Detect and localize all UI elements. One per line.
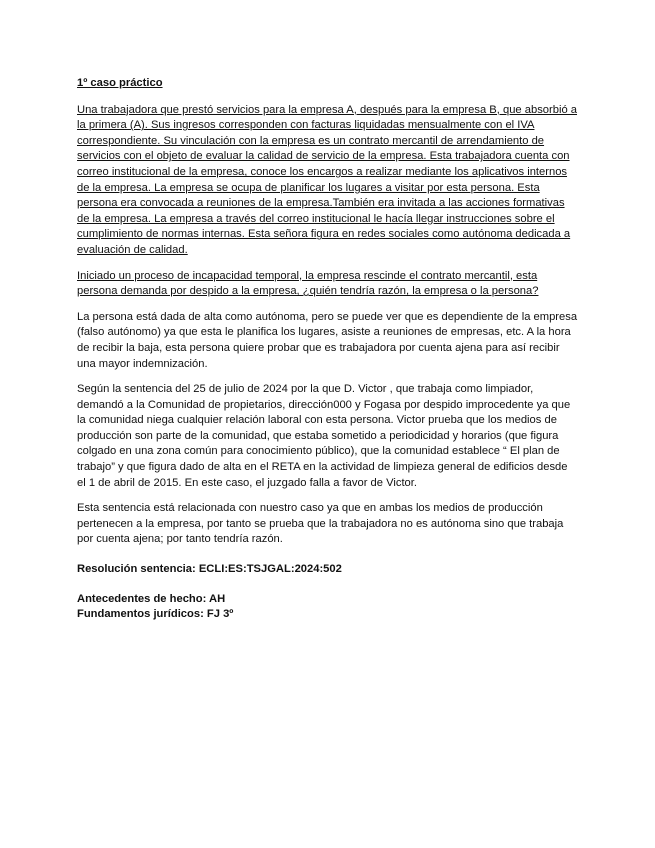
antecedentes-reference: Antecedentes de hecho: AH (77, 592, 226, 605)
document-title: 1º caso práctico (77, 77, 163, 89)
document-page (77, 76, 579, 623)
answer-paragraph: La persona está dada de alta como autónoma, pero se puede ver que es dependiente de la empresa (falso autónomo) ya que esta le planifica los lugares, asiste a reuniones de empresas, etc. A la hora de recibir la baja, esta persona quiere probar que es trabajadora por cuenta ajena para así recibir una mayor indemnización. (77, 310, 578, 370)
resolution-reference: Resolución sentencia: ECLI:ES:TSJGAL:2024:502 (77, 563, 342, 576)
case-question-paragraph: Iniciado un proceso de incapacidad temporal, la empresa rescinde el contrato mercantil, esta persona demanda por despido a la empresa, ¿quién tendría razón, la empresa o la persona? (77, 269, 539, 298)
fundamentos-reference: Fundamentos jurídicos: FJ 3º (77, 608, 234, 621)
conclusion-paragraph: Esta sentencia está relacionada con nuestro caso ya que en ambas los medios de producción pertenecen a la empresa, por tanto se prueba que la trabajadora no es autónoma sino que trabaja por cuenta ajena; por tanto tendría razón. (77, 502, 564, 546)
sentence-summary-paragraph: Según la sentencia del 25 de julio de 2024 por la que D. Victor , que trabaja como limpiador, demandó a la Comunidad de propietarios, dirección000 y Fogasa por despido improcedente ya que la comunidad niega cualquier relación laboral con esta persona. Victor prueba que los medios de producción son parte de la comunidad, que estaba sometido a periodicidad y horarios (que figura colgado en una zona común para conocimiento público), que la comunidad establece “ El plan de trabajo” y que figura dado de alta en el RETA en la actividad de limpieza general de edificios desde el 1 de abril de 2015. En este caso, el juzgado falla a favor de Victor. (77, 383, 571, 489)
case-statement-paragraph: Una trabajadora que prestó servicios para la empresa A, después para la empresa B, que absorbió a la primera (A). Sus ingresos corresponden con facturas liquidadas mensualmente con el IVA correspondiente. Su vinculación con la empresa es un contrato mercantil de arrendamiento de servicios con el objeto de evaluar la calidad de servicio de la empresa. Esta trabajadora cuenta con correo institucional de la empresa, conoce los encargos a realizar mediante los aplicativos internos de la empresa. La empresa se ocupa de planificar los lugares a visitar por esta persona. Esta persona era convocada a reuniones de la empresa.También era invitada a las acciones formativas de la empresa. La empresa a través del correo institucional le hacía llegar instrucciones sobre el cumplimiento de normas internas. Esta señora figura en redes sociales como autónoma dedicada a evaluación de calidad. (77, 103, 578, 256)
